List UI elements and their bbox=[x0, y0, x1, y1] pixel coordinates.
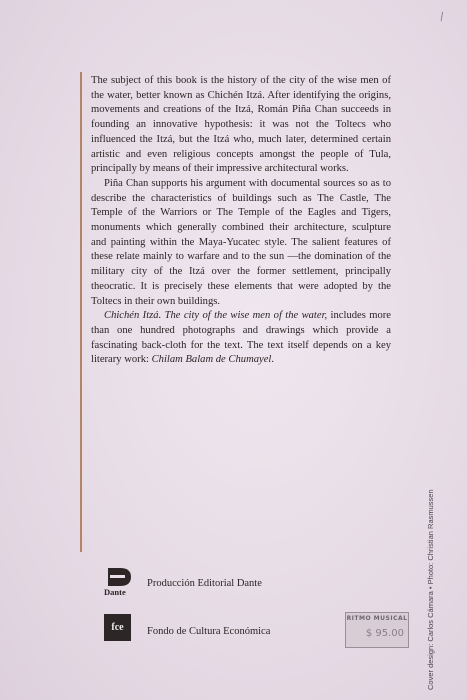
paragraph-3 bbox=[91, 309, 391, 368]
paragraph-2: Piña Chan supports his argument with documental sources so as to describe the characteristics of buildings such as The Castle, The Temple of the Warriors or The Temple of the Eagles and Tigers, monuments which generally combined their architecture, sculpture and painting within the Maya-Yucatec style. The salient features of these relate mainly to warfare and to the sun —the domination of the military city of the Itzá over the former settlement, principally theocratic. It is precisely these elements that were adopted by the Toltecs in their own buildings. bbox=[91, 177, 391, 307]
sticker-price: $ 95.00 bbox=[365, 628, 404, 639]
price-sticker bbox=[345, 612, 409, 648]
vertical-rule bbox=[80, 72, 82, 552]
paragraph-3-end: . bbox=[271, 354, 275, 366]
dante-logo-text: Dante bbox=[104, 587, 126, 596]
publisher-fce: Fondo de Cultura Económica bbox=[147, 626, 271, 637]
handwritten-mark: / bbox=[439, 9, 445, 24]
book-title: Chichén Itzá. The city of the wise men of the water, bbox=[104, 310, 328, 322]
blurb bbox=[91, 74, 391, 368]
sticker-label: RITMO MUSICAL bbox=[346, 615, 408, 622]
paragraph-3-body: includes more than one hundred photographs and drawings which provide a fascinating back-cloth for the text. The text itself depends on a key literary work: bbox=[91, 310, 391, 366]
literary-work-title: Chilam Balam de Chumayel bbox=[151, 354, 272, 366]
dante-logo-icon bbox=[104, 566, 136, 596]
publisher-dante: Producción Editorial Dante bbox=[147, 578, 262, 589]
fce-logo-icon: fce bbox=[104, 614, 131, 641]
paragraph-1: The subject of this book is the history of the city of the wise men of the water, better known as Chichén Itzá. After identifying the origins, movements and creations of the Itzá, Román Piña Chan succeeds in founding an innovative hypothesis: it was not the Toltecs who influenced the Itzá, but the Itzá who, much later, determined certain artistic and even religious concepts amongst the people of Tula, principally by means of their impressive architectural works. bbox=[91, 75, 391, 175]
cover-credit: Cover design: Carlos Cámara • Photo: Christian Rasmussen bbox=[426, 489, 435, 690]
